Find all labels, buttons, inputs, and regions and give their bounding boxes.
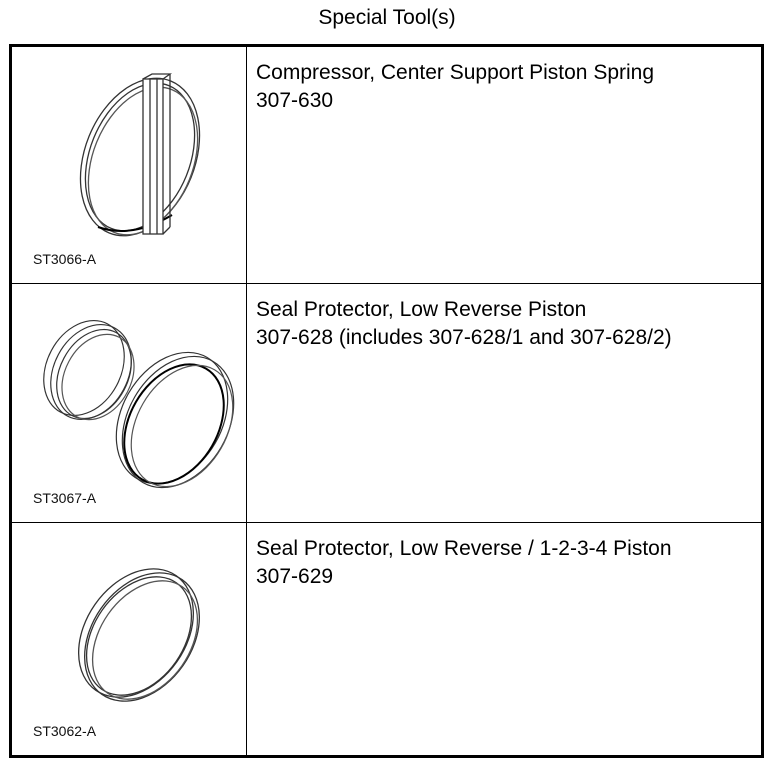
table-row [11, 46, 763, 284]
tool-name: Compressor, Center Support Piston Spring [256, 61, 655, 84]
tool-image-cell [11, 46, 247, 284]
tool-description-cell [247, 284, 763, 523]
part-number: 307-628 (includes 307-628/1 and 307-628/2) [256, 326, 672, 349]
page-title: Special Tool(s) [318, 6, 456, 29]
tool-description-cell [247, 523, 763, 757]
special-tools-table [9, 44, 764, 758]
table-row [11, 523, 763, 757]
image-code: ST3067-A [33, 490, 97, 506]
part-number: 307-630 [256, 89, 334, 112]
tool-name: Seal Protector, Low Reverse Piston [256, 298, 587, 321]
image-code: ST3062-A [33, 723, 97, 739]
tool-description-cell [247, 46, 763, 284]
compressor-tool-illustration [12, 47, 246, 284]
seal-protector-ring-illustration [12, 523, 246, 756]
tool-image-cell [11, 284, 247, 523]
table-row [11, 284, 763, 523]
seal-protector-pair-illustration [12, 284, 246, 522]
tool-name: Seal Protector, Low Reverse / 1-2-3-4 Piston [256, 537, 672, 560]
image-code: ST3066-A [33, 251, 97, 267]
tool-image-cell [11, 523, 247, 757]
part-number: 307-629 [256, 565, 334, 588]
